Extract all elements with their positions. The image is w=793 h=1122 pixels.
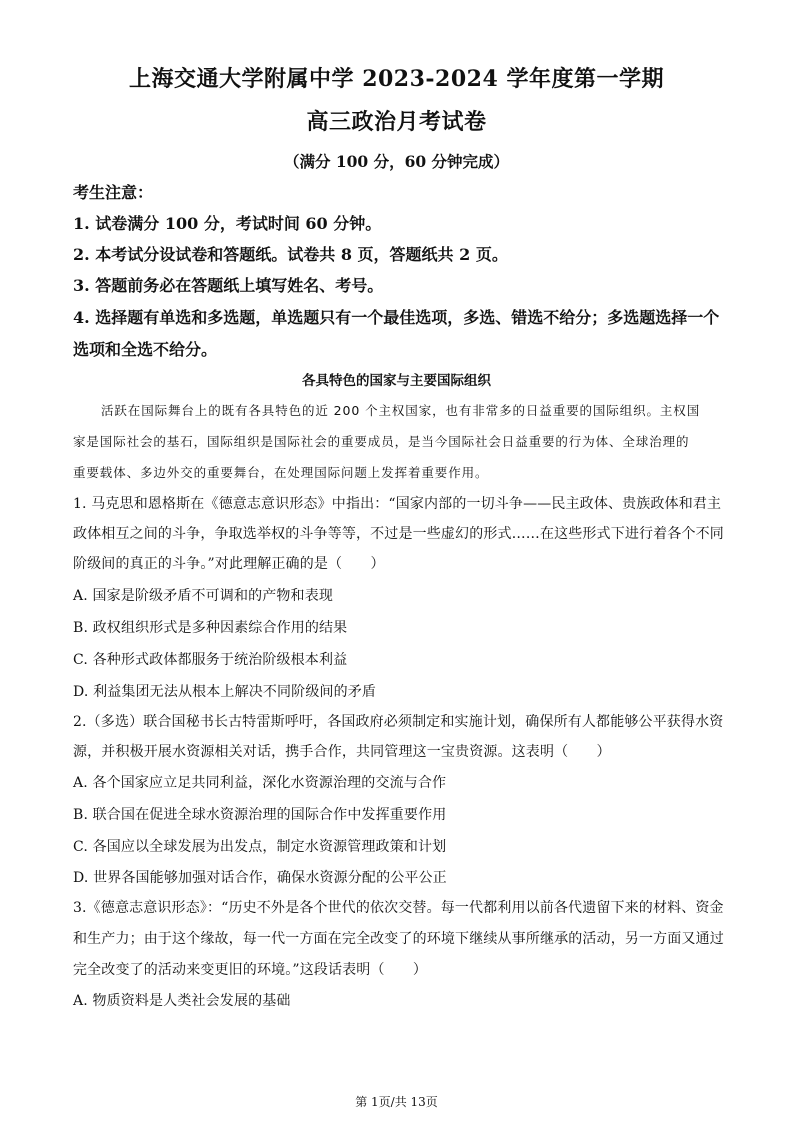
passage-line: 活跃在国际舞台上的既有各具特色的近 200 个主权国家，也有非常多的日益重要的国际组织。主权国 (101, 403, 701, 418)
question-stem-line: 完全改变了的活动来变更旧的环境。”这段话表明（ ） (73, 962, 428, 978)
question-stem-line: 1. 马克思和恩格斯在《德意志意识形态》中指出：“国家内部的一切斗争——民主政体、贵族政体和君主 (73, 496, 722, 512)
question-stem-line: 3.《德意志意识形态》：“历史不外是各个世代的依次交替。每一代都利用以前各代遗留下来的材料、资金 (73, 900, 724, 916)
option-d: D. 利益集团无法从根本上解决不同阶级间的矛盾 (73, 684, 377, 700)
notice-heading: 考生注意： (73, 183, 154, 202)
question-stem-line: 阶级间的真正的斗争。”对此理解正确的是（ ） (73, 556, 385, 572)
option-a: A. 物质资料是人类社会发展的基础 (73, 993, 291, 1009)
notice-item: 4. 选择题有单选和多选题，单选题只有一个最佳选项，多选、错选不给分；多选题选择一个 (73, 308, 720, 327)
question-stem-line: 政体相互之间的斗争，争取选举权的斗争等等，不过是一些虚幻的形式……在这些形式下进行着各个不同 (73, 526, 724, 542)
option-c: C. 各种形式政体都服务于统治阶级根本利益 (73, 652, 348, 668)
notice-item: 3. 答题前务必在答题纸上填写姓名、考号。 (73, 276, 384, 295)
question-stem-line: 2.（多选）联合国秘书长古特雷斯呼吁，各国政府必须制定和实施计划，确保所有人都能够公平获得水资 (73, 714, 724, 730)
page-number: 第 1页/共 13页 (355, 1095, 438, 1109)
option-a: A. 各个国家应立足共同利益，深化水资源治理的交流与合作 (73, 775, 447, 791)
option-c: C. 各国应以全球发展为出发点，制定水资源管理政策和计划 (73, 839, 447, 855)
question-stem-line: 和生产力；由于这个缘故，每一代一方面在完全改变了的环境下继续从事所继承的活动，另一方面又通过 (73, 931, 724, 947)
option-b: B. 政权组织形式是多种因素综合作用的结果 (73, 620, 348, 636)
notice-item: 1. 试卷满分 100 分，考试时间 60 分钟。 (73, 214, 382, 233)
option-a: A. 国家是阶级矛盾不可调和的产物和表现 (73, 588, 334, 604)
notice-item: 选项和全选不给分。 (73, 340, 218, 359)
option-d: D. 世界各国能够加强对话合作，确保水资源分配的公平公正 (73, 870, 447, 886)
exam-subject-title: 高三政治月考试卷 (306, 109, 487, 135)
passage-line: 家是国际社会的基石，国际组织是国际社会的重要成员，是当今国际社会日益重要的行为体、全球治理的 (73, 434, 690, 449)
notice-item: 2. 本考试分设试卷和答题纸。试卷共 8 页，答题纸共 2 页。 (73, 245, 508, 264)
passage-line: 重要载体、多边外交的重要舞台，在处理国际问题上发挥着重要作用。 (73, 465, 489, 480)
question-stem-line: 源，并积极开展水资源相关对话，携手合作，共同管理这一宝贵资源。这表明（ ） (73, 744, 611, 760)
exam-duration-note: （满分 100 分，60 分钟完成） (283, 152, 510, 171)
section-title: 各具特色的国家与主要国际组织 (302, 373, 491, 389)
exam-title: 上海交通大学附属中学 2023-2024 学年度第一学期 (129, 66, 664, 92)
option-b: B. 联合国在促进全球水资源治理的国际合作中发挥重要作用 (73, 807, 447, 823)
